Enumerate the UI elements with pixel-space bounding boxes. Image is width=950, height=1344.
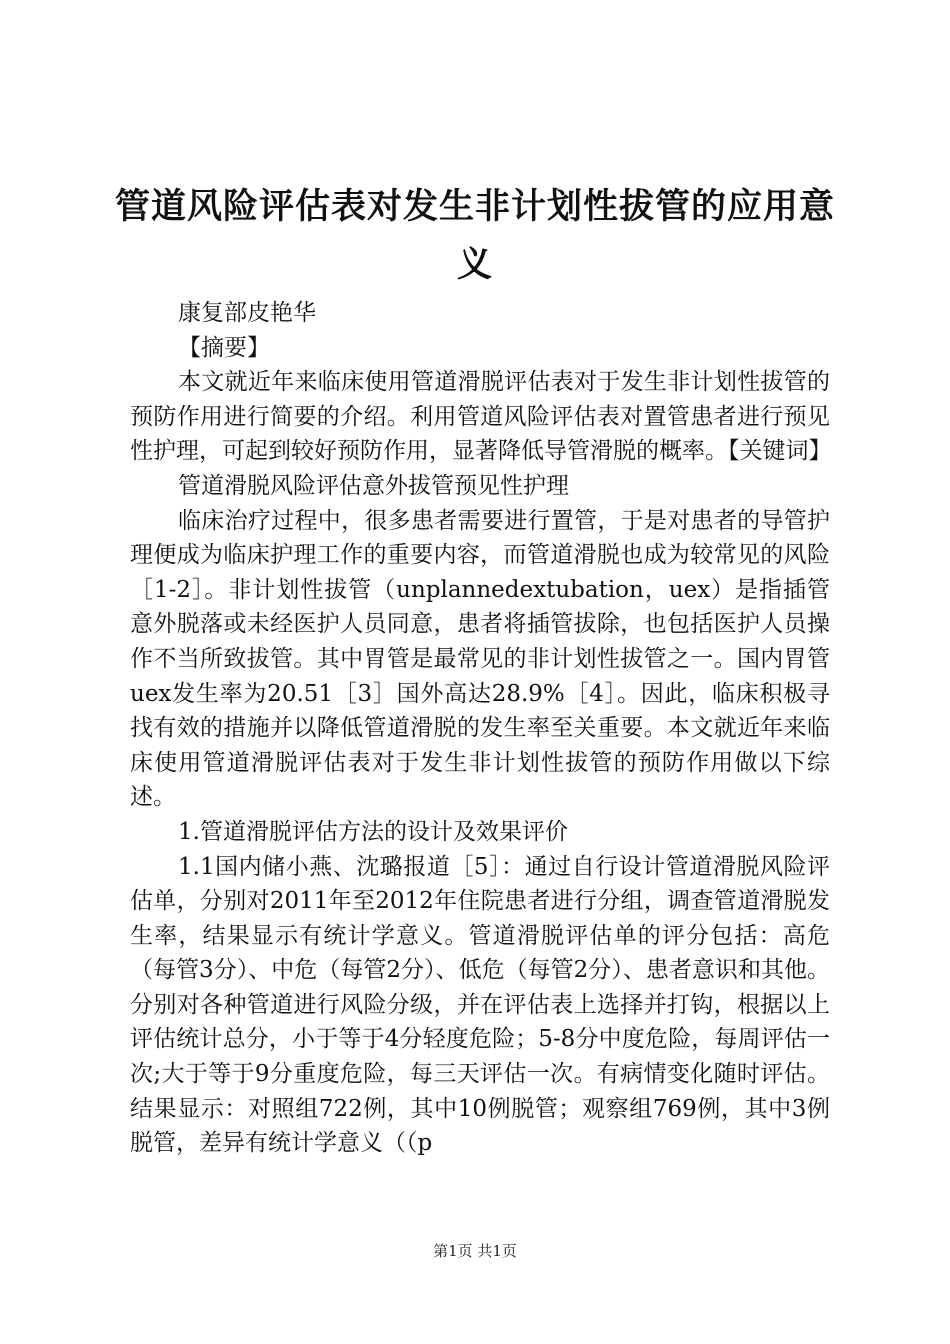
abstract-heading: 【摘要】 — [178, 334, 270, 361]
page-footer: 第1页 共1页 — [433, 1242, 517, 1260]
section-heading-1: 1.管道滑脱评估方法的设计及效果评价 — [178, 818, 568, 845]
document-title: 管道风险评估表对发生非计划性拔管的应用意义 — [114, 187, 835, 285]
abstract-paragraph: 本文就近年来临床使用管道滑脱评估表对于发生非计划性拔管的预防作用进行简要的介绍。利用管道风险评估表对置管患者进行预见性护理，可起到较好预防作用，显著降低导管滑脱的概率。【关键词】 — [130, 369, 832, 465]
section-1-1-paragraph: 1.1国内储小燕、沈璐报道［5］：通过自行设计管道滑脱风险评估单，分别对2011年至2012年住院患者进行分组，调查管道滑脱发生率，结果显示有统计学意义。管道滑脱评估单的评分包括：高危（每管3分）、中危（每管2分）、低危（每管2分）、患者意识和其他。分别对各种管道进行风险分级，并在评估表上选择并打钩，根据以上评估统计总分，小于等于4分轻度危险；5-8分中度危险，每周评估一次;大于等于9分重度危险，每三天评估一次。有病情变化随时评估。结果显示：对照组722例，其中10例脱管；观察组769例，其中3例脱管，差异有统计学意义（（p — [130, 853, 830, 1157]
keywords-line: 管道滑脱风险评估意外拔管预见性护理 — [178, 472, 569, 499]
intro-paragraph: 临床治疗过程中，很多患者需要进行置管，于是对患者的导管护理便成为临床护理工作的重要内容，而管道滑脱也成为较常见的风险［1-2］。非计划性拔管（unplannedextubation，uex）是指插管意外脱落或未经医护人员同意，患者将插管拔除，也包括医护人员操作不当所致拔管。其中胃管是最常见的非计划性拔管之一。国内胃管uex发生率为20.51［3］国外高达28.9%［4］。因此，临床积极寻找有效的措施并以降低管道滑脱的发生率至关重要。本文就近年来临床使用管道滑脱评估表对于发生非计划性拔管的预防作用做以下综述。 — [130, 507, 830, 811]
document-body — [130, 296, 830, 1161]
author-line: 康复部皮艳华 — [178, 300, 316, 326]
